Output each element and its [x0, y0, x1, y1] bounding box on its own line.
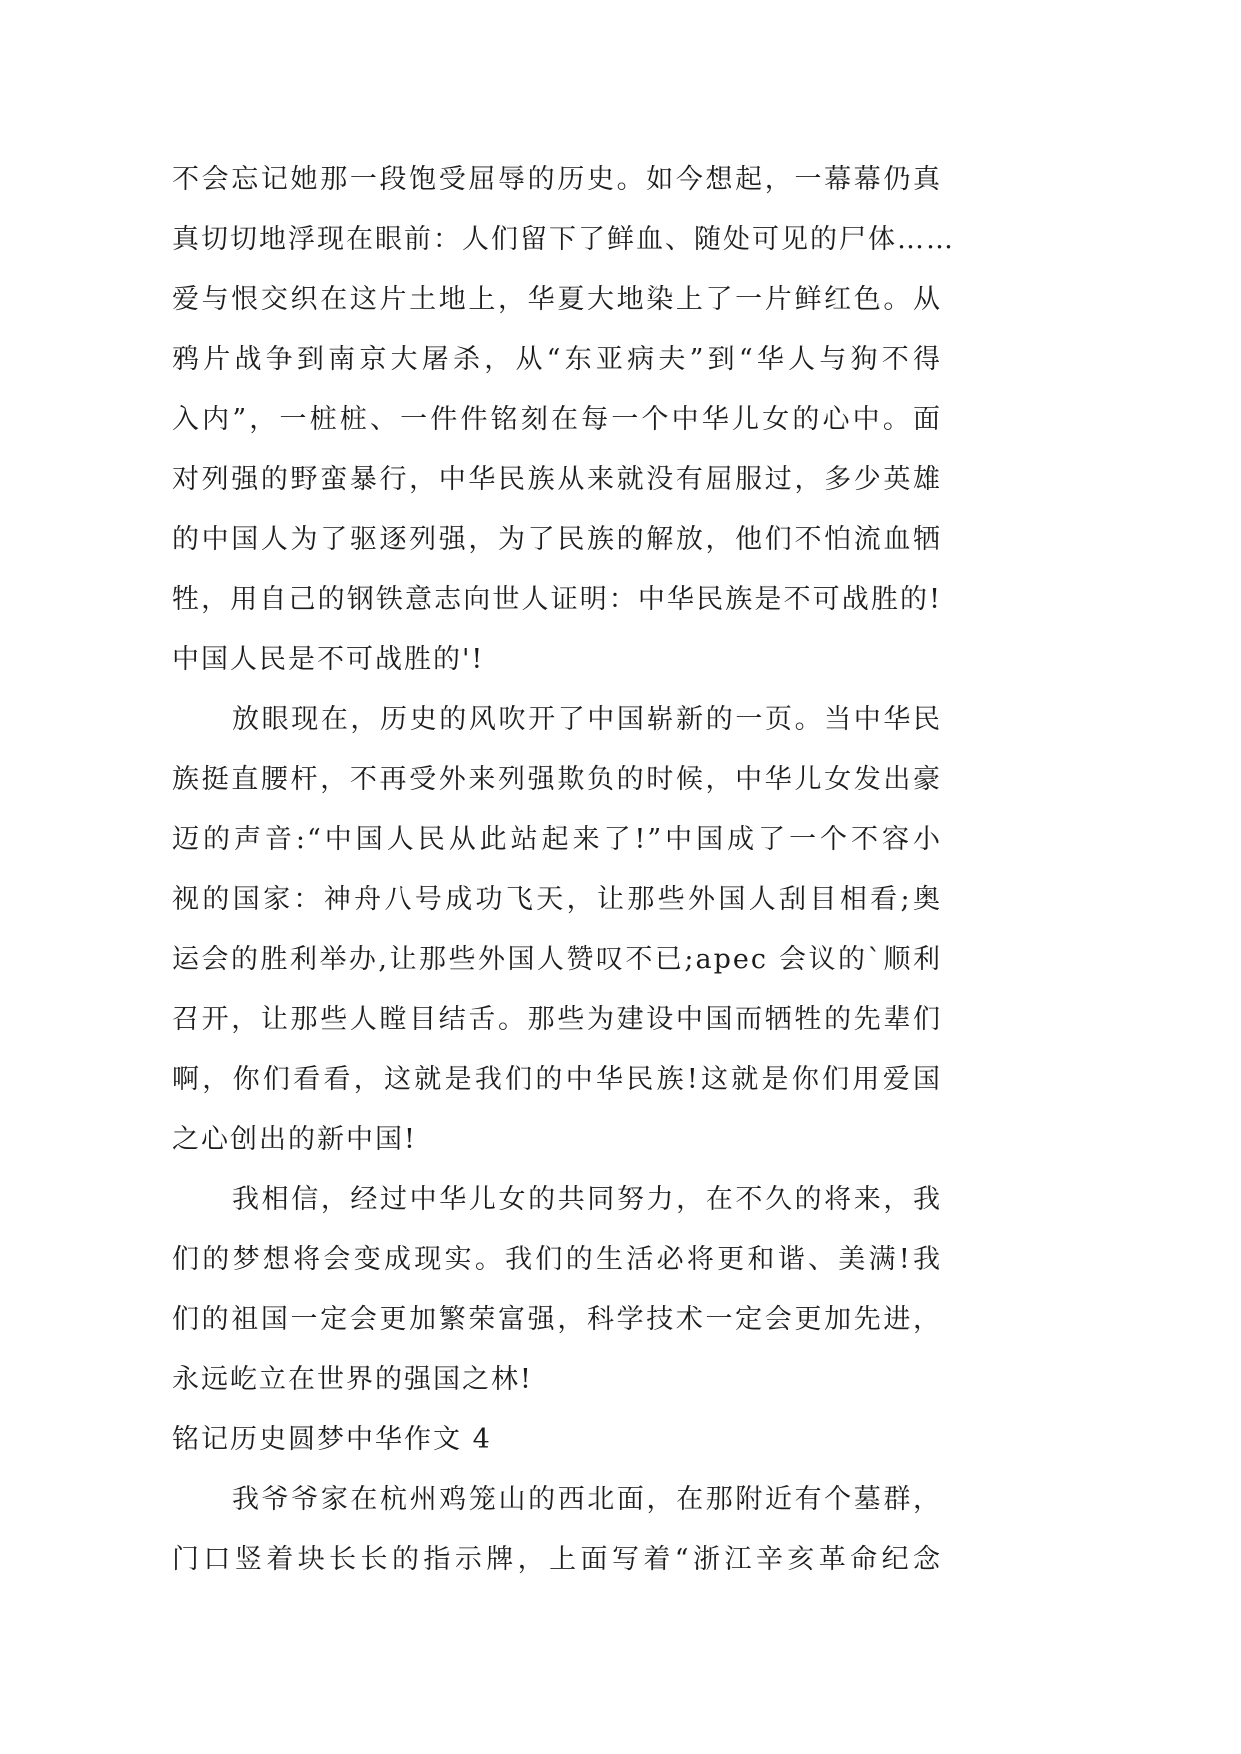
text-line: 运会的胜利举办,让那些外国人赞叹不已;apec 会议的`顺利: [172, 944, 942, 975]
text-line: 入内”，一桩桩、一件件铭刻在每一个中华儿女的心中。面: [172, 404, 942, 435]
text-line: 真切切地浮现在眼前：人们留下了鲜血、随处可见的尸体……: [172, 224, 955, 255]
text-line: 们的祖国一定会更加繁荣富强，科学技术一定会更加先进，: [172, 1304, 942, 1335]
text-line: 放眼现在，历史的风吹开了中国崭新的一页。当中华民: [232, 704, 942, 735]
text-line: 中国人民是不可战胜的'!: [172, 644, 485, 675]
text-line: 啊，你们看看，这就是我们的中华民族!这就是你们用爱国: [172, 1064, 942, 1095]
text-line: 视的国家：神舟八号成功飞天，让那些外国人刮目相看;奥: [172, 884, 942, 915]
section-heading: 铭记历史圆梦中华作文 4: [172, 1424, 492, 1455]
text-line: 鸦片战争到南京大屠杀，从“东亚病夫”到“华人与狗不得: [172, 344, 942, 375]
text-line: 不会忘记她那一段饱受屈辱的历史。如今想起，一幕幕仍真: [172, 164, 942, 195]
text-line: 之心创出的新中国!: [172, 1124, 417, 1155]
paragraph: [172, 690, 942, 1170]
paragraph: [172, 1170, 942, 1410]
text-line: 族挺直腰杆，不再受外来列强欺负的时候，中华儿女发出豪: [172, 764, 942, 795]
text-line: 我相信，经过中华儿女的共同努力，在不久的将来，我: [232, 1184, 942, 1215]
text-line: 的中国人为了驱逐列强，为了民族的解放，他们不怕流血牺: [172, 524, 942, 555]
text-line: 我爷爷家在杭州鸡笼山的西北面，在那附近有个墓群，: [232, 1484, 942, 1515]
text-line: 迈的声音:“中国人民从此站起来了!”中国成了一个不容小: [172, 824, 942, 855]
text-line: 对列强的野蛮暴行，中华民族从来就没有屈服过，多少英雄: [172, 464, 942, 495]
text-body: [172, 150, 955, 1590]
text-line: 召开，让那些人瞠目结舌。那些为建设中国而牺牲的先辈们: [172, 1004, 942, 1035]
text-line: 牲，用自己的钢铁意志向世人证明：中华民族是不可战胜的!: [172, 584, 942, 615]
text-line: 们的梦想将会变成现实。我们的生活必将更和谐、美满!我: [172, 1244, 942, 1275]
paragraph: [172, 150, 955, 690]
text-line: 永远屹立在世界的强国之林!: [172, 1364, 533, 1395]
text-line: 爱与恨交织在这片土地上，华夏大地染上了一片鲜红色。从: [172, 284, 942, 315]
paragraph: [172, 1470, 942, 1590]
text-line: 门口竖着块长长的指示牌，上面写着“浙江辛亥革命纪念: [172, 1544, 942, 1575]
